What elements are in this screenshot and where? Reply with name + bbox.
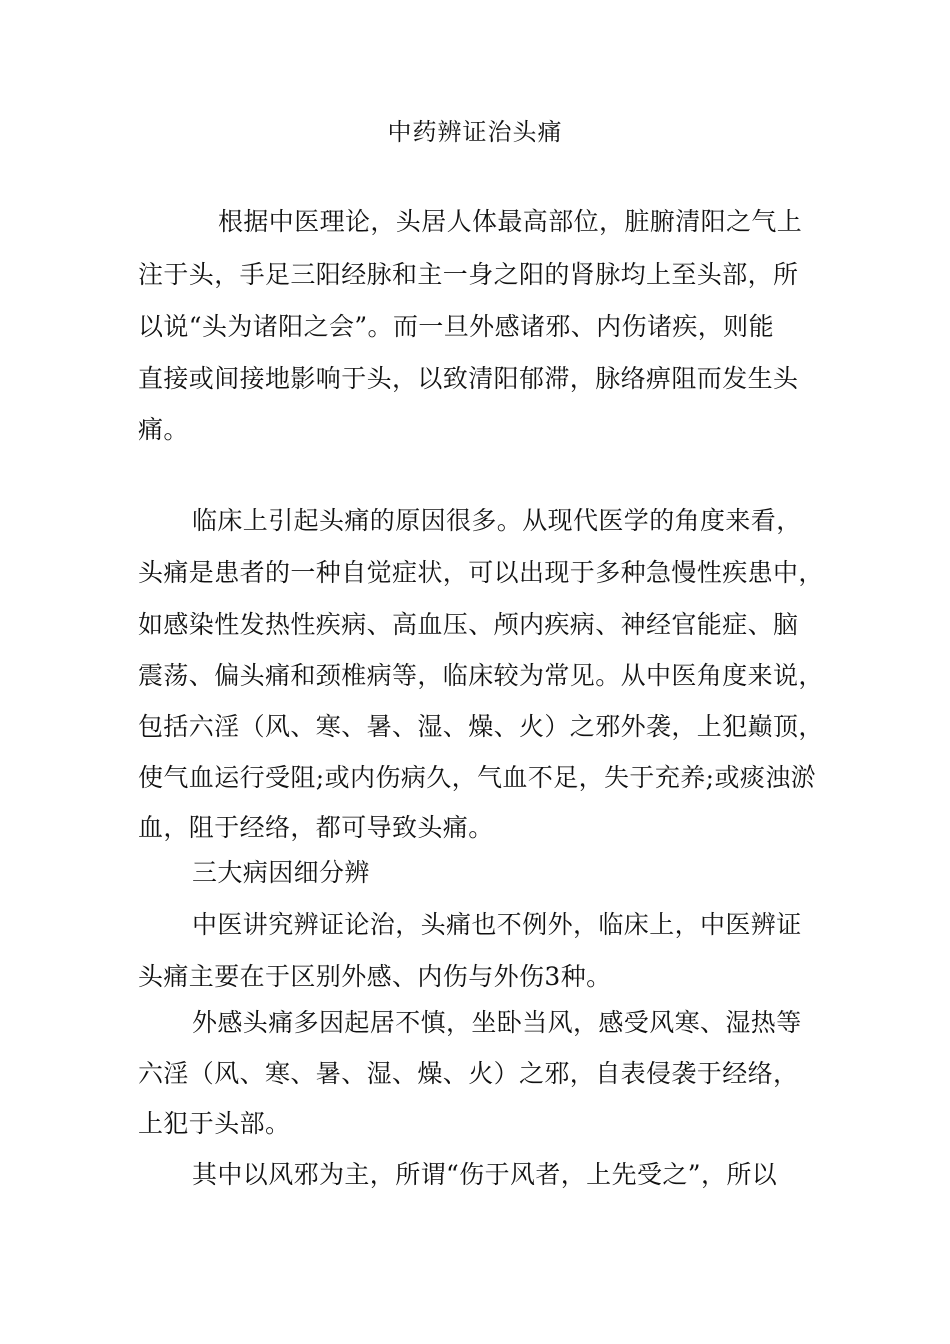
- text-line: 如感染性发热性疾病、高血压、颅内疾病、神经官能症、脑: [138, 610, 799, 639]
- text-line: 中医讲究辨证论治，头痛也不例外，临床上，中医辨证: [192, 910, 802, 939]
- text-line: 头痛主要在于区别外感、内伤与外伤3种。: [138, 962, 612, 991]
- text-line: 上犯于头部。: [138, 1109, 291, 1138]
- text-line: 头痛是患者的一种自觉症状，可以出现于多种急慢性疾患中，: [138, 558, 824, 587]
- text-line: 根据中医理论，头居人体最高部位，脏腑清阳之气上: [218, 207, 803, 236]
- text-line: 直接或间接地影响于头，以致清阳郁滞，脉络痹阻而发生头: [138, 364, 799, 393]
- text-line: 注于头，手足三阳经脉和主一身之阳的肾脉均上至头部，所: [138, 260, 799, 289]
- text-line: 临床上引起头痛的原因很多。从现代医学的角度来看，: [192, 506, 802, 535]
- section-heading: 三大病因细分辨: [192, 858, 370, 887]
- text-line: 使气血运行受阻;或内伤病久，气血不足，失于充养;或痰浊淤: [138, 763, 817, 792]
- text-line: 血，阻于经络，都可导致头痛。: [138, 813, 494, 842]
- text-line: 痛。: [138, 415, 189, 444]
- text-line: 外感头痛多因起居不慎，坐卧当风，感受风寒、湿热等: [192, 1008, 802, 1037]
- text-line: 震荡、偏头痛和颈椎病等，临床较为常见。从中医角度来说，: [138, 661, 824, 690]
- text-line: 六淫（风、寒、暑、湿、燥、火）之邪，自表侵袭于经络，: [138, 1059, 799, 1088]
- document-title: 中药辨证治头痛: [387, 118, 563, 146]
- text-line: 包括六淫（风、寒、暑、湿、燥、火）之邪外袭，上犯巅顶，: [138, 712, 824, 741]
- text-line: 其中以风邪为主，所谓“伤于风者，上先受之”，所以: [192, 1160, 778, 1189]
- text-line: 以说“头为诸阳之会”。而一旦外感诸邪、内伤诸疾，则能: [138, 312, 774, 341]
